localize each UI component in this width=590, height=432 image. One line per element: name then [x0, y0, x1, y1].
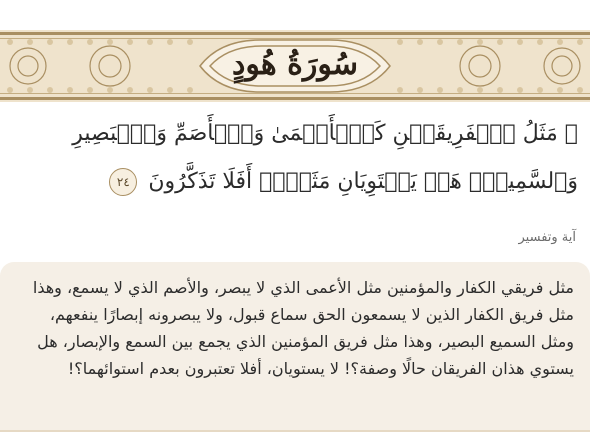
verse-number-marker: ٢٤ [109, 168, 137, 196]
tafsir-card [0, 262, 590, 432]
section-label-ayah-tafsir: آية وتفسير [518, 230, 576, 245]
surah-title: سُورَةُ هُودٍ [232, 47, 358, 82]
tafsir-text: مثل فريقي الكفار والمؤمنين مثل الأعمى الذي لا يبصر، والأصم الذي لا يسمع، وهذا مثل فريق الكفار الذين لا يسمعون الحق سماع قبول، ولا يبصرونه إبصارًا ينفعهم، ومثل السميع البصير، وهذا مثل فريق المؤمنين الذي يجمع بين السمع والإبصار، هل يستوي هذان الفريقان حالًا وصفة؟! لا يستويان، أفلا تعتبرون بعدم استوائهما؟! [32, 278, 574, 378]
verse-text[interactable] [14, 110, 578, 210]
verse-body: ۞ مَثَلُ ٱلۡفَرِيقَيۡنِ كَٱلۡأَعۡمَىٰ وَٱلۡأَصَمِّ وَٱلۡبَصِيرِ وَٱلسَّمِيعِۚ هَلۡ يَسۡتَوِيَانِ مَثَلًاۚ أَفَلَا تَذَكَّرُونَ [72, 121, 578, 194]
